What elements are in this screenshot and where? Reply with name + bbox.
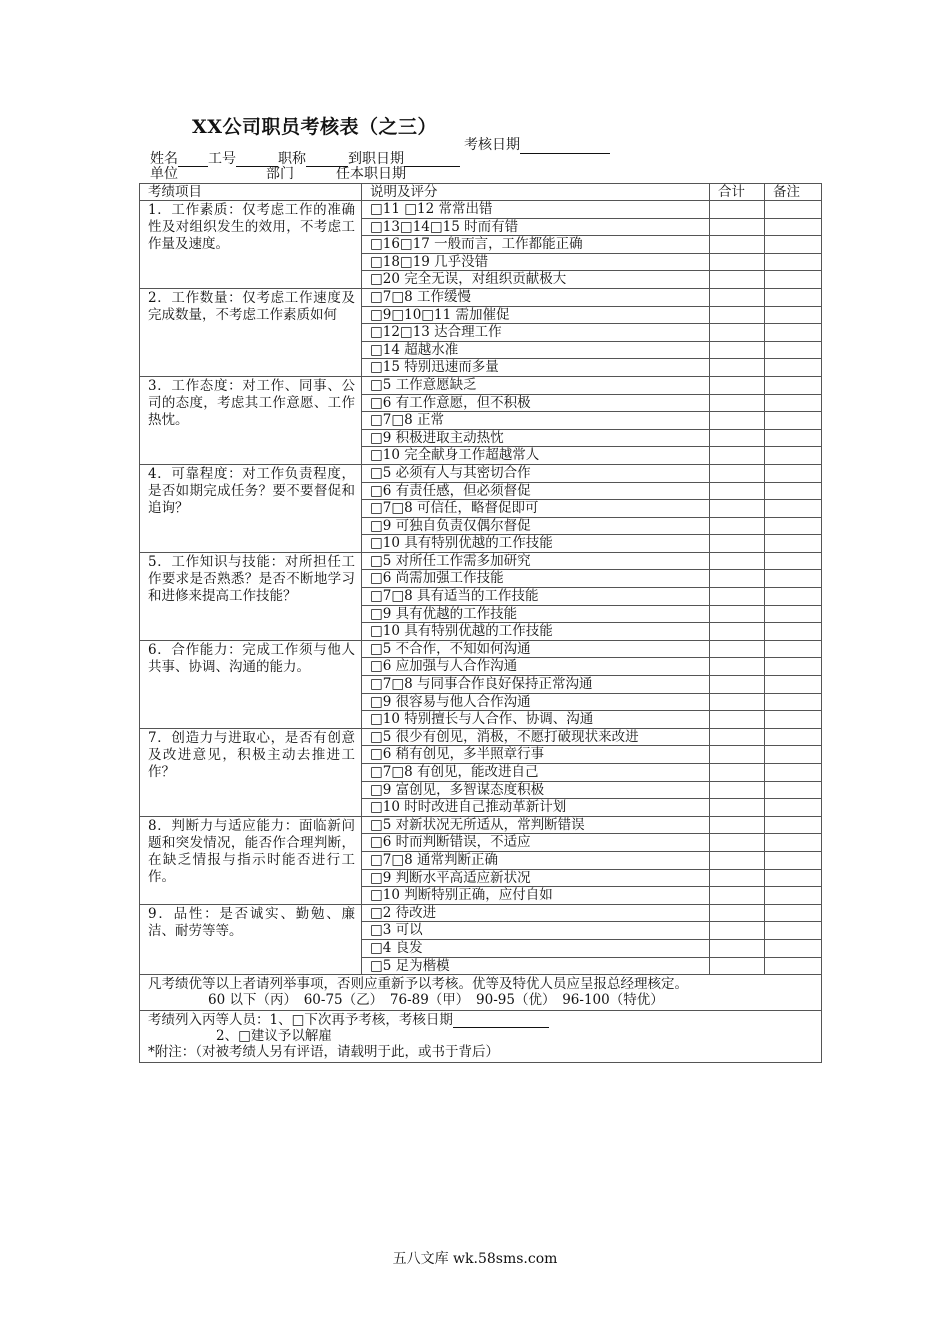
remark-cell[interactable] — [765, 957, 822, 975]
total-cell[interactable] — [710, 552, 765, 570]
score-option[interactable]: □7□8 与同事合作良好保持正常沟通 — [362, 676, 710, 694]
remark-cell[interactable] — [765, 939, 822, 957]
header-item: 考绩项目 — [140, 184, 362, 201]
grade-note-line-1: 凡考绩优等以上者请列举事项，否则应重新予以考核。优等及特优人员应呈报总经理核定。 — [148, 976, 688, 993]
total-cell[interactable] — [710, 324, 765, 342]
score-option[interactable]: □9 可独自负责仅偶尔督促 — [362, 517, 710, 535]
total-cell[interactable] — [710, 781, 765, 799]
score-option[interactable]: □9 判断水平高适应新状况 — [362, 869, 710, 887]
name-label: 姓名 — [150, 151, 178, 167]
total-cell[interactable] — [710, 517, 765, 535]
total-cell[interactable] — [710, 728, 765, 746]
total-cell[interactable] — [710, 834, 765, 852]
name-blank[interactable] — [178, 152, 208, 167]
score-option[interactable]: □6 应加强与人合作沟通 — [362, 658, 710, 676]
remark-cell[interactable] — [765, 306, 822, 324]
score-option[interactable]: □7□8 有创见，能改进自己 — [362, 764, 710, 782]
remark-cell[interactable] — [765, 288, 822, 306]
remark-cell[interactable] — [765, 535, 822, 553]
reexam-line-1: 考绩列入丙等人员：1、□下次再予考核，考核日期 — [148, 1012, 453, 1029]
table-row — [140, 288, 822, 306]
remark-cell[interactable] — [765, 271, 822, 289]
score-option[interactable]: □7□8 工作缓慢 — [362, 288, 710, 306]
table-row — [140, 376, 822, 394]
total-cell[interactable] — [710, 464, 765, 482]
remark-cell[interactable] — [765, 253, 822, 271]
grade-note — [140, 975, 822, 1011]
evaluation-item: 8．判断力与适应能力：面临新问题和突发情况，能否作合理判断，在缺乏情报与指示时能否进行工作。 — [140, 816, 362, 904]
remark-cell[interactable] — [765, 851, 822, 869]
score-option[interactable]: □5 不合作，不知如何沟通 — [362, 640, 710, 658]
remark-cell[interactable] — [765, 447, 822, 465]
unit-label: 单位 — [150, 166, 178, 182]
score-option[interactable]: □7□8 通常判断正确 — [362, 851, 710, 869]
header-remark: 备注 — [765, 184, 822, 201]
reexam-remark: *附注：（对被考绩人另有评语，请载明于此，或书于背后） — [148, 1044, 499, 1061]
remark-cell[interactable] — [765, 429, 822, 447]
total-cell[interactable] — [710, 394, 765, 412]
grade-scale: 60 以下（丙） 60-75（乙） 76-89（甲） 90-95（优） 96-100（特优） — [208, 992, 664, 1009]
score-option[interactable]: □9 积极进取主动热忱 — [362, 429, 710, 447]
score-option[interactable]: □9 富创见，多智谋态度积极 — [362, 781, 710, 799]
score-option[interactable]: □12□13 达合理工作 — [362, 324, 710, 342]
score-option[interactable]: □5 足为楷模 — [362, 957, 710, 975]
reexam-row — [140, 1011, 822, 1063]
total-cell[interactable] — [710, 218, 765, 236]
remark-cell[interactable] — [765, 834, 822, 852]
exam-date-line — [464, 134, 610, 154]
remark-cell[interactable] — [765, 201, 822, 219]
score-option[interactable]: □5 必须有人与其密切合作 — [362, 464, 710, 482]
remark-cell[interactable] — [765, 623, 822, 641]
remark-cell[interactable] — [765, 816, 822, 834]
score-option[interactable]: □13□14□15 时而有错 — [362, 218, 710, 236]
total-cell[interactable] — [710, 658, 765, 676]
remark-cell[interactable] — [765, 236, 822, 254]
info-row-2 — [150, 166, 406, 182]
total-cell[interactable] — [710, 676, 765, 694]
score-option[interactable]: □6 稍有创见，多半照章行事 — [362, 746, 710, 764]
score-option[interactable]: □7□8 具有适当的工作技能 — [362, 588, 710, 606]
score-option[interactable]: □6 有工作意愿，但不积极 — [362, 394, 710, 412]
score-option[interactable]: □14 超越水准 — [362, 341, 710, 359]
total-cell[interactable] — [710, 482, 765, 500]
total-cell[interactable] — [710, 500, 765, 518]
remark-cell[interactable] — [765, 500, 822, 518]
total-cell[interactable] — [710, 201, 765, 219]
total-cell[interactable] — [710, 605, 765, 623]
total-cell[interactable] — [710, 869, 765, 887]
total-cell[interactable] — [710, 957, 765, 975]
footer-watermark: 五八文库 wk.58sms.com — [392, 1251, 558, 1267]
total-cell[interactable] — [710, 429, 765, 447]
total-cell[interactable] — [710, 799, 765, 817]
remark-cell[interactable] — [765, 605, 822, 623]
table-row — [140, 640, 822, 658]
total-cell[interactable] — [710, 588, 765, 606]
score-option[interactable]: □10 判断特别正确，应付自如 — [362, 887, 710, 905]
remark-cell[interactable] — [765, 324, 822, 342]
remark-cell[interactable] — [765, 464, 822, 482]
remark-cell[interactable] — [765, 887, 822, 905]
score-option[interactable]: □2 待改进 — [362, 904, 710, 922]
evaluation-item: 1．工作素质：仅考虑工作的准确性及对组织发生的效用，不考虑工作量及速度。 — [140, 201, 362, 289]
total-cell[interactable] — [710, 359, 765, 377]
grade-note-row — [140, 975, 822, 1011]
score-option[interactable]: □3 可以 — [362, 922, 710, 940]
remark-cell[interactable] — [765, 693, 822, 711]
table-row — [140, 816, 822, 834]
form-title: XX公司职员考核表（之三） — [192, 116, 437, 138]
total-cell[interactable] — [710, 922, 765, 940]
remark-cell[interactable] — [765, 676, 822, 694]
evaluation-item: 5．工作知识与技能：对所担任工作要求是否熟悉？是否不断地学习和进修来提高工作技能？ — [140, 552, 362, 640]
total-cell[interactable] — [710, 447, 765, 465]
exam-date-label: 考核日期 — [464, 137, 520, 153]
remark-cell[interactable] — [765, 764, 822, 782]
score-option[interactable]: □5 对所任工作需多加研究 — [362, 552, 710, 570]
score-option[interactable]: □10 时时改进自己推动革新计划 — [362, 799, 710, 817]
evaluation-item: 6．合作能力：完成工作须与他人共事、协调、沟通的能力。 — [140, 640, 362, 728]
remark-cell[interactable] — [765, 922, 822, 940]
remark-cell[interactable] — [765, 359, 822, 377]
total-cell[interactable] — [710, 623, 765, 641]
table-header-row — [140, 184, 822, 201]
score-option[interactable]: □5 工作意愿缺乏 — [362, 376, 710, 394]
dept-label: 部门 — [266, 166, 294, 182]
score-option[interactable]: □9 具有优越的工作技能 — [362, 605, 710, 623]
total-cell[interactable] — [710, 376, 765, 394]
remark-cell[interactable] — [765, 869, 822, 887]
remark-cell[interactable] — [765, 781, 822, 799]
reexam-section — [140, 1011, 822, 1063]
staff-no-label: 工号 — [208, 151, 236, 167]
remark-cell[interactable] — [765, 746, 822, 764]
evaluation-item: 2．工作数量：仅考虑工作速度及完成数量，不考虑工作素质如何 — [140, 288, 362, 376]
evaluation-item: 3．工作态度：对工作、同事、公司的态度，考虑其工作意愿、工作热忱。 — [140, 376, 362, 464]
reexam-date-blank[interactable] — [453, 1013, 549, 1028]
position-label: 职称 — [278, 151, 306, 167]
table-row — [140, 464, 822, 482]
reexam-line-2: 2、□建议予以解雇 — [216, 1028, 332, 1045]
score-option[interactable]: □5 很少有创见，消极，不愿打破现状来改进 — [362, 728, 710, 746]
total-cell[interactable] — [710, 746, 765, 764]
remark-cell[interactable] — [765, 728, 822, 746]
remark-cell[interactable] — [765, 552, 822, 570]
total-cell[interactable] — [710, 570, 765, 588]
score-option[interactable]: □4 良发 — [362, 939, 710, 957]
evaluation-table — [139, 183, 822, 1063]
score-option[interactable]: □10 具有特别优越的工作技能 — [362, 535, 710, 553]
header-description: 说明及评分 — [362, 184, 710, 201]
total-cell[interactable] — [710, 887, 765, 905]
remark-cell[interactable] — [765, 376, 822, 394]
total-cell[interactable] — [710, 851, 765, 869]
remark-cell[interactable] — [765, 799, 822, 817]
info-row-1 — [150, 151, 460, 167]
remark-cell[interactable] — [765, 658, 822, 676]
evaluation-item: 9．品性：是否诚实、勤勉、廉洁、耐劳等等。 — [140, 904, 362, 974]
table-row — [140, 552, 822, 570]
table-row — [140, 904, 822, 922]
score-option[interactable]: □6 时而判断错误，不适应 — [362, 834, 710, 852]
total-cell[interactable] — [710, 288, 765, 306]
score-option[interactable]: □9□10□11 需加催促 — [362, 306, 710, 324]
score-option[interactable]: □6 有责任感，但必须督促 — [362, 482, 710, 500]
total-cell[interactable] — [710, 816, 765, 834]
remark-cell[interactable] — [765, 517, 822, 535]
total-cell[interactable] — [710, 764, 765, 782]
score-option[interactable]: □18□19 几乎没错 — [362, 253, 710, 271]
score-option[interactable]: □7□8 正常 — [362, 412, 710, 430]
remark-cell[interactable] — [765, 218, 822, 236]
table-row — [140, 728, 822, 746]
score-option[interactable]: □10 完全献身工作超越常人 — [362, 447, 710, 465]
remark-cell[interactable] — [765, 341, 822, 359]
total-cell[interactable] — [710, 535, 765, 553]
remark-cell[interactable] — [765, 904, 822, 922]
current-date-label: 任本职日期 — [336, 166, 406, 182]
remark-cell[interactable] — [765, 640, 822, 658]
total-cell[interactable] — [710, 711, 765, 729]
score-option[interactable]: □10 具有特别优越的工作技能 — [362, 623, 710, 641]
total-cell[interactable] — [710, 306, 765, 324]
staff-no-blank[interactable] — [236, 152, 278, 167]
total-cell[interactable] — [710, 271, 765, 289]
score-option[interactable]: □20 完全无误，对组织贡献极大 — [362, 271, 710, 289]
remark-cell[interactable] — [765, 588, 822, 606]
position-blank[interactable] — [306, 152, 348, 167]
remark-cell[interactable] — [765, 482, 822, 500]
remark-cell[interactable] — [765, 412, 822, 430]
total-cell[interactable] — [710, 904, 765, 922]
score-option[interactable]: □6 尚需加强工作技能 — [362, 570, 710, 588]
remark-cell[interactable] — [765, 394, 822, 412]
total-cell[interactable] — [710, 693, 765, 711]
exam-date-blank[interactable] — [520, 139, 610, 154]
total-cell[interactable] — [710, 640, 765, 658]
join-date-label: 到职日期 — [348, 151, 404, 167]
total-cell[interactable] — [710, 412, 765, 430]
table-row — [140, 201, 822, 219]
score-option[interactable]: □10 特别擅长与人合作、协调、沟通 — [362, 711, 710, 729]
total-cell[interactable] — [710, 253, 765, 271]
score-option[interactable]: □16□17 一般而言，工作都能正确 — [362, 236, 710, 254]
score-option[interactable]: □15 特别迅速而多量 — [362, 359, 710, 377]
join-date-blank[interactable] — [404, 152, 460, 167]
evaluation-item: 7．创造力与进取心，是否有创意及改进意见，积极主动去推进工作？ — [140, 728, 362, 816]
total-cell[interactable] — [710, 236, 765, 254]
score-option[interactable]: □5 对新状况无所适从，常判断错误 — [362, 816, 710, 834]
remark-cell[interactable] — [765, 570, 822, 588]
evaluation-item: 4．可靠程度：对工作负责程度，是否如期完成任务？要不要督促和追询？ — [140, 464, 362, 552]
score-option[interactable]: □11 □12 常常出错 — [362, 201, 710, 219]
header-total: 合计 — [710, 184, 765, 201]
score-option[interactable]: □7□8 可信任，略督促即可 — [362, 500, 710, 518]
total-cell[interactable] — [710, 939, 765, 957]
total-cell[interactable] — [710, 341, 765, 359]
remark-cell[interactable] — [765, 711, 822, 729]
score-option[interactable]: □9 很容易与他人合作沟通 — [362, 693, 710, 711]
